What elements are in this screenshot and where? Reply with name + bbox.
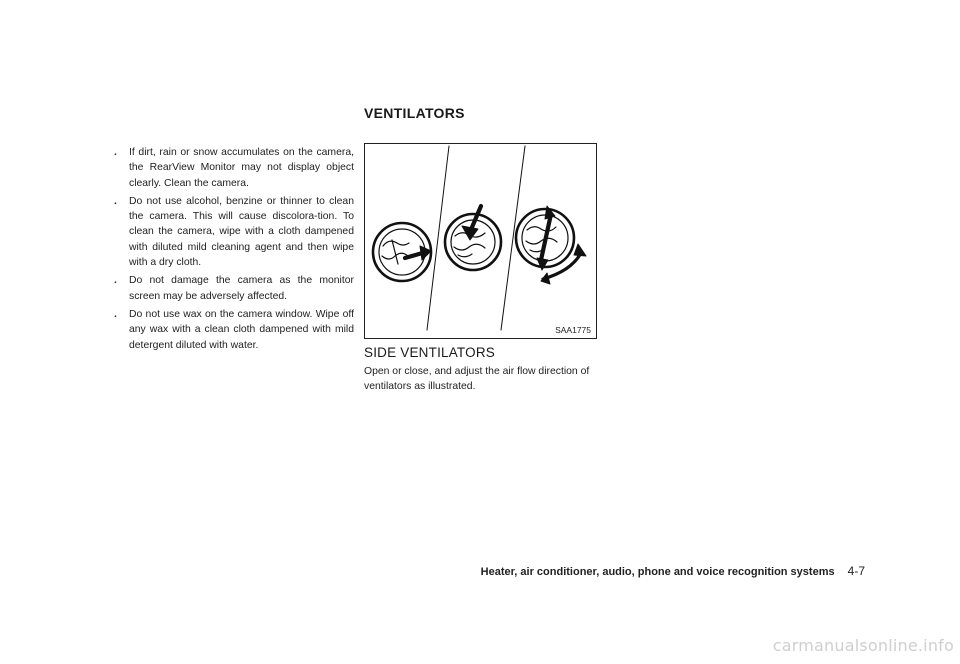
bullet-text: If dirt, rain or snow accumulates on the camera, the RearView Monitor may not display object clearly. Clean the camera. <box>129 147 354 189</box>
bullet-mark: . <box>114 195 117 207</box>
sub-heading: SIDE VENTILATORS <box>364 345 495 360</box>
list-item <box>114 273 354 304</box>
list-item <box>114 307 354 353</box>
page-footer <box>481 564 865 578</box>
list-item <box>114 145 354 191</box>
vent-closed-icon <box>373 223 431 281</box>
bullet-mark: . <box>114 308 117 320</box>
bullet-text: Do not use alcohol, benzine or thinner to clean the camera. This will cause discolora-tion. To clean the camera, wipe with a cloth dampened with diluted mild cleaning agent and then wipe with a dry cloth. <box>129 195 354 269</box>
page-number: 4-7 <box>847 564 865 578</box>
section-heading: VENTILATORS <box>364 105 465 121</box>
watermark: carmanualsonline.info <box>772 636 954 655</box>
vent-adjust-icon <box>516 206 586 284</box>
body-paragraph: Open or close, and adjust the air flow direction of ventilators as illustrated. <box>364 366 590 393</box>
ventilator-illustration <box>364 143 597 339</box>
bullet-mark: . <box>114 147 117 158</box>
bullet-mark: . <box>114 275 117 287</box>
list-item <box>114 194 354 270</box>
footer-title: Heater, air conditioner, audio, phone and voice recognition systems <box>480 566 835 578</box>
bullet-text: Do not damage the camera as the monitor screen may be adversely affected. <box>129 275 354 302</box>
figure-code: SAA1775 <box>555 325 591 335</box>
bullet-list <box>114 145 354 356</box>
ventilator-drawing <box>365 144 596 338</box>
bullet-text: Do not use wax on the camera window. Wipe off any wax with a clean cloth dampened with mild detergent diluted with water. <box>129 308 354 351</box>
vent-open-icon <box>445 206 501 270</box>
